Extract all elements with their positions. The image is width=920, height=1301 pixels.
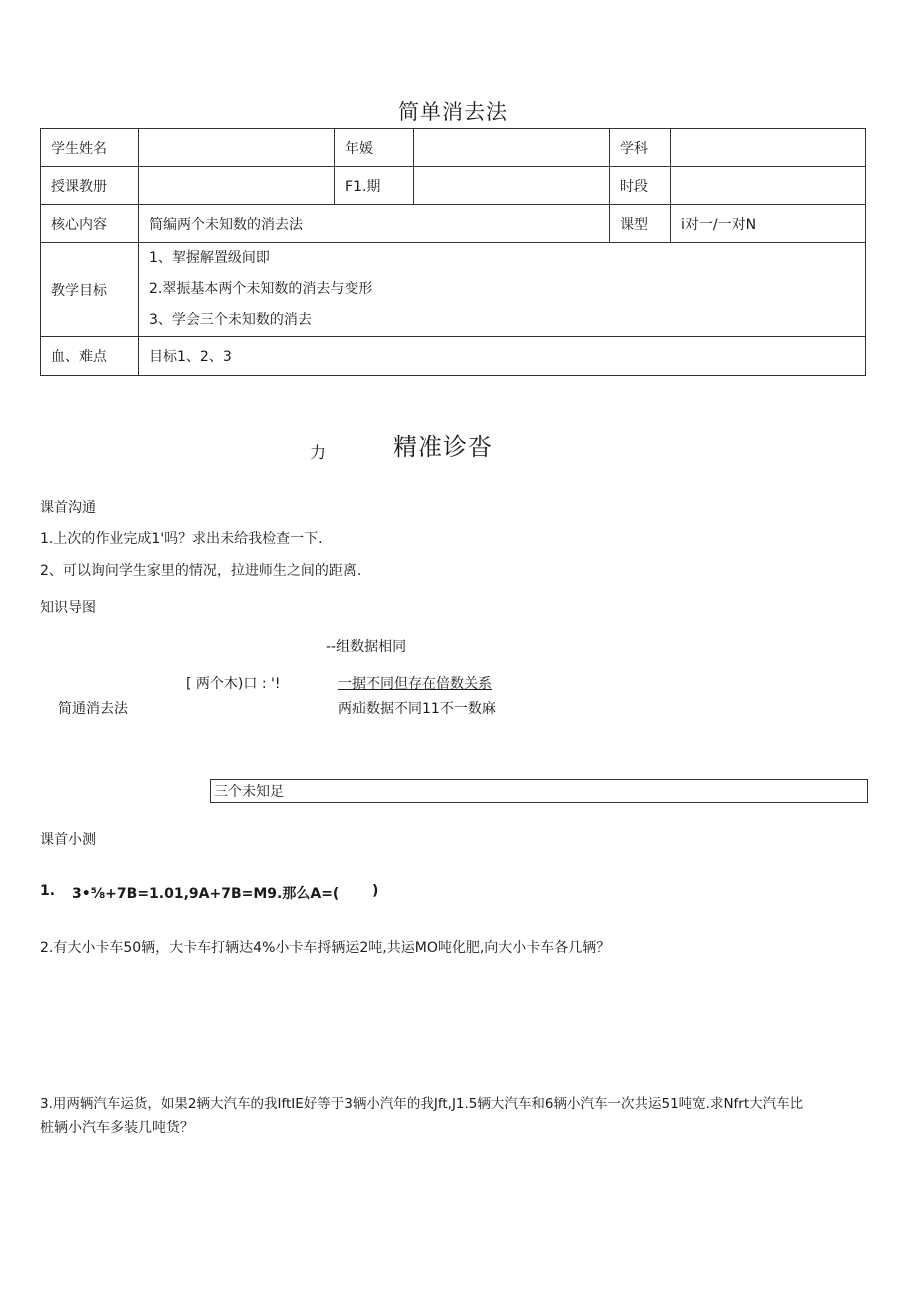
label-date: F1.期	[335, 167, 414, 205]
map-heading: 知识导图	[40, 600, 96, 616]
label-key-points: 血、难点	[41, 337, 139, 376]
quiz-q1-text: 3•⅝+7B=1.01,9A+7B=M9.那么A=(	[72, 886, 340, 902]
comm-line-2: 2、可以询问学生家里的情况，拉进师生之间的距离.	[40, 563, 362, 579]
goal-item: 3、学会三个未知数的消去	[149, 312, 312, 328]
section-heading: 精准诊沓	[393, 433, 493, 461]
quiz-heading: 课首小测	[40, 832, 96, 848]
label-student-name: 学生姓名	[41, 129, 139, 167]
map-root: 简通消去法	[58, 701, 128, 717]
label-subject: 学科	[610, 129, 671, 167]
value-grade	[414, 129, 610, 167]
map-branch-1: --组数据相同	[326, 639, 407, 655]
value-core-content: 简编两个未知数的消去法	[139, 205, 610, 243]
map-two-unknown: [ 两个木)口 : '!	[186, 676, 281, 692]
value-teacher	[139, 167, 335, 205]
map-three-unknown-box: 三个未知足	[210, 779, 868, 803]
label-core-content: 核心内容	[41, 205, 139, 243]
map-branch-2: 一据不同但存在倍数关系	[338, 676, 492, 692]
value-key-points: 目标1、2、3	[139, 337, 866, 376]
table-row	[41, 205, 866, 243]
label-lesson-type: 课型	[610, 205, 671, 243]
page-title: 简单消去法	[398, 100, 508, 124]
section-mark: 力	[310, 443, 327, 462]
table-row	[41, 167, 866, 205]
map-branch-3: 两疝数据不同11不一数麻	[338, 701, 496, 717]
comm-line-1: 1.上次的作业完成1'吗？求出未给我检查一下.	[40, 531, 323, 547]
quiz-q1-number: 1.	[40, 883, 56, 899]
quiz-q1-close: )	[372, 883, 379, 899]
quiz-q3-line-1: 3.用两辆汽车运货，如果2辆大汽车的我IftIE好等于3辆小汽年的我Jft,J1.5辆大汽车和6辆小汽车一次共运51吨宽.求Nfrt大汽车比	[40, 1096, 804, 1112]
label-teacher: 授课教册	[41, 167, 139, 205]
value-lesson-type: i对一/一对N	[671, 205, 866, 243]
table-row	[41, 337, 866, 376]
table-row	[41, 129, 866, 167]
value-time	[671, 167, 866, 205]
goal-item: 1、挈握解置级间即	[149, 250, 270, 266]
quiz-q2: 2.有大小卡车50辆，大卡车打辆达4%小卡车捋辆运2吨,共运MO吨化肥,向大小卡车各几辆？	[40, 940, 611, 956]
value-subject	[671, 129, 866, 167]
table-row	[41, 243, 866, 337]
label-goals: 教学目标	[41, 243, 139, 337]
value-student-name	[139, 129, 335, 167]
info-table	[40, 128, 866, 376]
value-goals	[139, 243, 866, 337]
goal-item: 2.翠振基本两个未知数的消去与变形	[149, 281, 373, 297]
comm-heading: 课首沟通	[40, 500, 96, 516]
label-grade: 年媛	[335, 129, 414, 167]
label-time: 时段	[610, 167, 671, 205]
value-date	[414, 167, 610, 205]
quiz-q3-line-2: 桩辆小汽车多装几吨货？	[40, 1120, 194, 1136]
